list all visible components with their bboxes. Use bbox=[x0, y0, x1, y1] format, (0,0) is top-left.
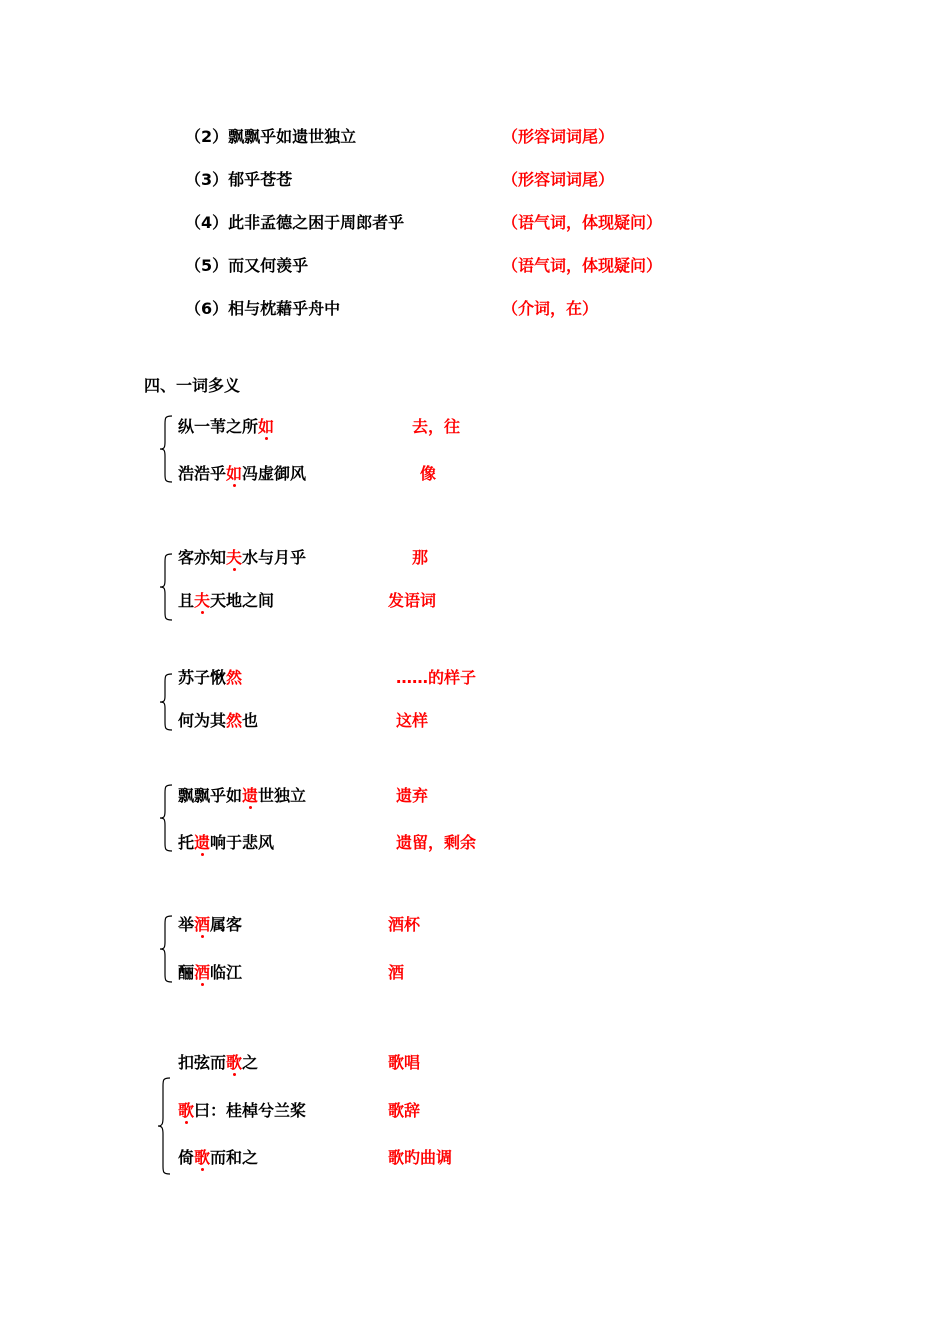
example-sentence bbox=[178, 590, 274, 612]
brace-icon bbox=[156, 1076, 172, 1176]
brace-icon bbox=[158, 414, 174, 484]
highlighted-word: 遗 bbox=[242, 786, 259, 805]
sentence-pre: 托 bbox=[178, 833, 195, 852]
word-meaning: 歌辞 bbox=[388, 1101, 421, 1120]
list-item-note: （形容词词尾） bbox=[502, 170, 615, 189]
sentence-post: 曰：桂棹兮兰桨 bbox=[194, 1101, 307, 1120]
word-meaning: 像 bbox=[420, 464, 437, 483]
brace-icon bbox=[158, 552, 174, 622]
example-sentence bbox=[178, 1100, 306, 1122]
word-meaning: 歌唱 bbox=[388, 1053, 421, 1072]
list-item-note: （语气词，体现疑问） bbox=[502, 256, 663, 275]
example-sentence bbox=[178, 667, 242, 689]
word-meaning: 歌旳曲调 bbox=[388, 1148, 453, 1167]
highlighted-word: 歌 bbox=[178, 1101, 195, 1120]
brace-icon bbox=[158, 914, 174, 984]
sentence-pre: 酾 bbox=[178, 963, 195, 982]
sentence-pre: 客亦知 bbox=[178, 548, 227, 567]
sentence-pre: 何为其 bbox=[178, 711, 227, 730]
highlighted-word: 歌 bbox=[194, 1148, 211, 1167]
word-meaning: 去，往 bbox=[412, 417, 461, 436]
list-item-note: （介词，在） bbox=[502, 299, 599, 318]
sentence-pre: 举 bbox=[178, 915, 195, 934]
sentence-post: 属客 bbox=[210, 915, 243, 934]
word-meaning: 酒 bbox=[388, 963, 405, 982]
highlighted-word: 然 bbox=[226, 711, 243, 730]
example-sentence bbox=[178, 710, 258, 732]
list-item: （2）飘飘乎如遗世独立 bbox=[185, 127, 357, 146]
example-sentence bbox=[178, 1147, 258, 1169]
sentence-post: 响于悲风 bbox=[210, 833, 275, 852]
list-item: （5）而又何羡乎 bbox=[185, 256, 309, 275]
sentence-post: 而和之 bbox=[210, 1148, 259, 1167]
sentence-post: 冯虚御风 bbox=[242, 464, 307, 483]
list-item: （4）此非孟德之困于周郎者乎 bbox=[185, 213, 405, 232]
highlighted-word: 夫 bbox=[226, 548, 243, 567]
example-sentence bbox=[178, 463, 306, 485]
brace-icon bbox=[158, 783, 174, 853]
example-sentence bbox=[178, 832, 274, 854]
sentence-post: 之 bbox=[242, 1053, 259, 1072]
section-heading: 四、一词多义 bbox=[144, 376, 241, 395]
list-item-note: （语气词，体现疑问） bbox=[502, 213, 663, 232]
sentence-pre: 且 bbox=[178, 591, 195, 610]
word-meaning: 遗留，剩余 bbox=[396, 833, 477, 852]
sentence-pre: 扣弦而 bbox=[178, 1053, 227, 1072]
example-sentence bbox=[178, 547, 306, 569]
sentence-post: 天地之间 bbox=[210, 591, 275, 610]
highlighted-word: 如 bbox=[226, 464, 243, 483]
sentence-pre: 纵一苇之所 bbox=[178, 417, 259, 436]
sentence-post: 也 bbox=[242, 711, 259, 730]
sentence-pre: 倚 bbox=[178, 1148, 195, 1167]
word-meaning: 发语词 bbox=[388, 591, 437, 610]
example-sentence bbox=[178, 416, 274, 438]
example-sentence bbox=[178, 1052, 258, 1074]
highlighted-word: 酒 bbox=[194, 963, 211, 982]
word-meaning: 那 bbox=[412, 548, 429, 567]
highlighted-word: 夫 bbox=[194, 591, 211, 610]
sentence-pre: 苏子愀 bbox=[178, 668, 227, 687]
list-item: （6）相与枕藉乎舟中 bbox=[185, 299, 341, 318]
highlighted-word: 遗 bbox=[194, 833, 211, 852]
highlighted-word: 然 bbox=[226, 668, 243, 687]
sentence-post: 临江 bbox=[210, 963, 243, 982]
sentence-post: 世独立 bbox=[258, 786, 307, 805]
word-meaning: 酒杯 bbox=[388, 915, 421, 934]
example-sentence bbox=[178, 914, 242, 936]
highlighted-word: 如 bbox=[258, 417, 275, 436]
example-sentence bbox=[178, 785, 306, 807]
word-meaning: 遗弃 bbox=[396, 786, 429, 805]
brace-icon bbox=[158, 672, 174, 732]
highlighted-word: 歌 bbox=[226, 1053, 243, 1072]
example-sentence bbox=[178, 962, 242, 984]
word-meaning: 这样 bbox=[396, 711, 429, 730]
sentence-pre: 飘飘乎如 bbox=[178, 786, 243, 805]
list-item: （3）郁乎苍苍 bbox=[185, 170, 293, 189]
highlighted-word: 酒 bbox=[194, 915, 211, 934]
word-meaning: ……的样子 bbox=[396, 668, 477, 687]
sentence-post: 水与月乎 bbox=[242, 548, 307, 567]
sentence-pre: 浩浩乎 bbox=[178, 464, 227, 483]
list-item-note: （形容词词尾） bbox=[502, 127, 615, 146]
